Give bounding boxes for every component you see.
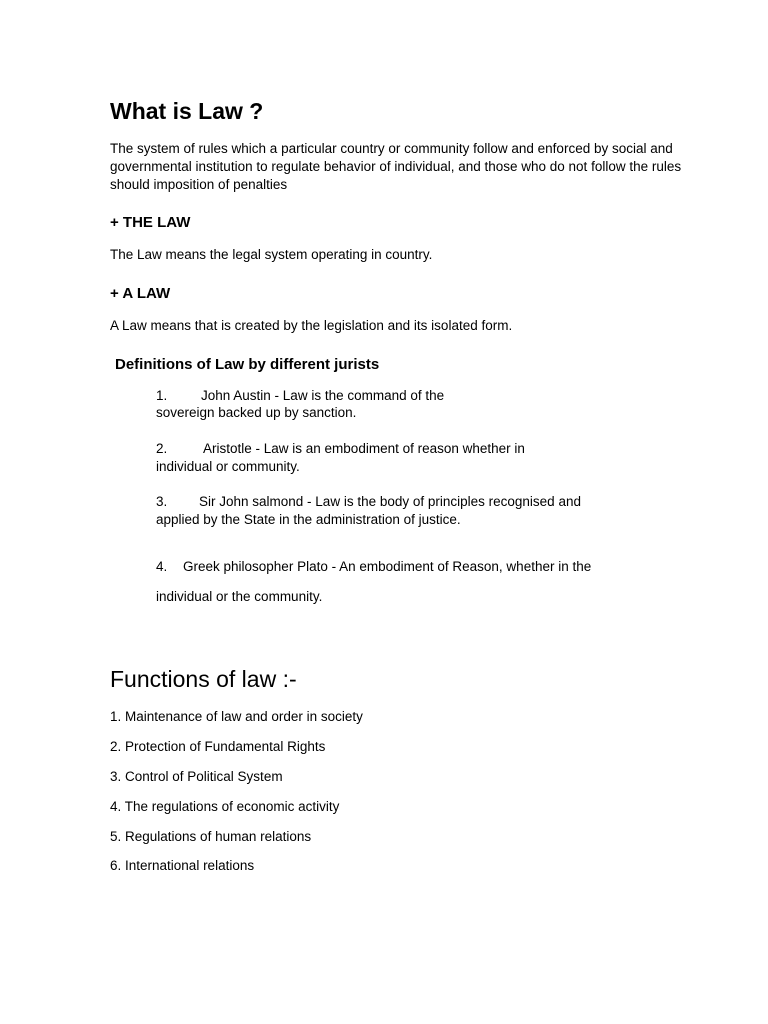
definitions-heading: Definitions of Law by different jurists [115,356,380,373]
definition-line [156,387,444,405]
definition-line [156,558,591,576]
functions-heading: Functions of law :- [110,666,297,692]
definition-number: 4. [156,559,168,574]
definition-number: 2. [156,441,168,456]
definition-text: John Austin - Law is the command of the [201,388,445,403]
definition-text: Sir John salmond - Law is the body of principles recognised and [199,494,581,509]
definition-line: individual or the community. [156,589,323,604]
definition-text: Aristotle - Law is an embodiment of reason whether in [203,441,525,456]
the-law-text: The Law means the legal system operating in country. [110,247,433,262]
function-item: 6. International relations [110,858,255,873]
page-title: What is Law ? [110,98,264,124]
function-item: 5. Regulations of human relations [110,829,312,844]
definition-number: 3. [156,494,168,509]
intro-line: should imposition of penalties [110,177,288,192]
function-item: 4. The regulations of economic activity [110,799,340,814]
a-law-text: A Law means that is created by the legislation and its isolated form. [110,318,513,333]
a-law-heading: + A LAW [110,285,171,302]
function-item: 2. Protection of Fundamental Rights [110,739,326,754]
definition-line [156,440,525,458]
definition-text: Greek philosopher Plato - An embodiment of Reason, whether in the [183,559,592,574]
the-law-heading: + THE LAW [110,214,191,231]
definition-line: individual or community. [156,459,300,474]
function-item: 1. Maintenance of law and order in society [110,709,363,724]
definition-line: applied by the State in the administration of justice. [156,512,461,527]
intro-line: governmental institution to regulate behavior of individual, and those who do not follow the rules [110,159,682,174]
definition-number: 1. [156,388,168,403]
function-item: 3. Control of Political System [110,769,283,784]
intro-line: The system of rules which a particular country or community follow and enforced by social and [110,141,673,156]
definition-line: sovereign backed up by sanction. [156,405,357,420]
definition-line [156,493,581,511]
